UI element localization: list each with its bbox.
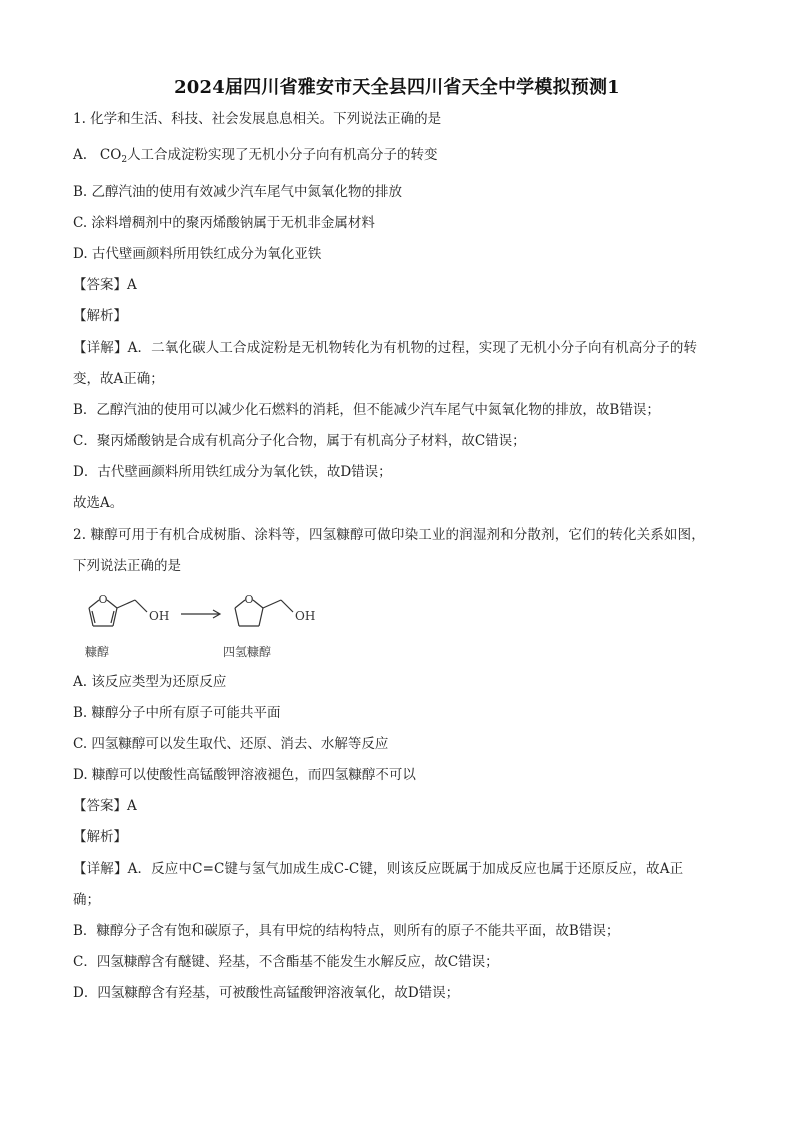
q1-detail-line1: 【详解】A．二氧化碳人工合成淀粉是无机物转化为有机物的过程，实现了无机小分子向有机高分子的转	[73, 340, 698, 356]
q2-stem-line2: 下列说法正确的是	[73, 558, 181, 574]
q2-detail-b: B．糠醇分子含有饱和碳原子，具有甲烷的结构特点，则所有的原子不能共平面，故B错误；	[73, 923, 620, 939]
q2-detail-line2: 确；	[73, 892, 100, 908]
q2-detail-line1: 【详解】A．反应中C=C键与氢气加成生成C-C键，则该反应既属于加成反应也属于还原反应，故A正	[73, 861, 684, 877]
q2-detail-d: D．四氢糠醇含有羟基，可被酸性高锰酸钾溶液氧化，故D错误；	[73, 985, 460, 1001]
q1-option-a-prefix: A.	[73, 147, 88, 163]
q1-answer: 【答案】A	[73, 277, 137, 293]
tetrahydrofurfuryl-alcohol-label: 四氢糠醇	[223, 645, 272, 659]
q2-detail-c: C．四氢糠醇含有醚键、羟基，不含酯基不能发生水解反应，故C错误；	[73, 954, 499, 970]
q1-option-b: B. 乙醇汽油的使用有效减少汽车尾气中氮氧化物的排放	[73, 184, 403, 200]
q2-option-d: D. 糠醇可以使酸性高锰酸钾溶液褪色，而四氢糠醇不可以	[73, 767, 416, 783]
q2-analysis-heading: 【解析】	[73, 829, 127, 845]
q1-detail-c: C．聚丙烯酸钠是合成有机高分子化合物，属于有机高分子材料，故C错误；	[73, 433, 526, 449]
q1-option-d: D. 古代壁画颜料所用铁红成分为氧化亚铁	[73, 246, 322, 262]
co2-formula: $CO_2$	[99, 147, 128, 165]
q1-detail-line2: 变，故A正确；	[73, 371, 164, 387]
q1-option-a	[73, 146, 438, 169]
q1-stem: 1. 化学和生活、科技、社会发展息息相关。下列说法正确的是	[73, 111, 442, 127]
thf-oxygen-label: O	[244, 593, 254, 606]
q1-option-c: C. 涂料增稠剂中的聚丙烯酸钠属于无机非金属材料	[73, 215, 375, 231]
q2-option-c: C. 四氢糠醇可以发生取代、还原、消去、水解等反应	[73, 736, 389, 752]
q2-stem-line1: 2. 糠醇可用于有机合成树脂、涂料等，四氢糠醇可做印染工业的润湿剂和分散剂，它们的转化关系如图，	[73, 527, 705, 543]
reaction-arrow	[181, 610, 220, 618]
furan-oxygen-label: O	[98, 593, 108, 606]
q1-conclusion: 故选A。	[73, 495, 124, 511]
q1-detail-d: D．古代壁画颜料所用铁红成分为氧化铁，故D错误；	[73, 464, 392, 480]
reaction-diagram	[73, 588, 343, 664]
furfuryl-oh-label: OH	[149, 609, 170, 623]
furfuryl-alcohol-label: 糠醇	[85, 645, 110, 659]
page-title: 2024届四川省雅安市天全县四川省天全中学模拟预测1	[174, 77, 620, 98]
q1-detail-b: B．乙醇汽油的使用可以减少化石燃料的消耗，但不能减少汽车尾气中氮氧化物的排放，故B错误；	[73, 402, 660, 418]
q2-option-b: B. 糠醇分子中所有原子可能共平面	[73, 705, 281, 721]
thf-oh-label: OH	[295, 609, 316, 623]
q2-option-a: A. 该反应类型为还原反应	[73, 674, 227, 690]
q1-analysis-heading: 【解析】	[73, 308, 127, 324]
q1-option-a-text: 人工合成淀粉实现了无机小分子向有机高分子的转变	[127, 147, 438, 163]
q2-answer: 【答案】A	[73, 798, 137, 814]
